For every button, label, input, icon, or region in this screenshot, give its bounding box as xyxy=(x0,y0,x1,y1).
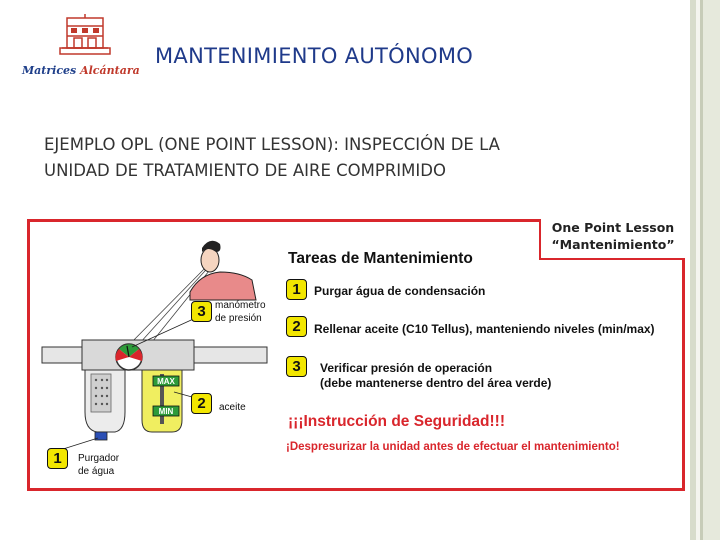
oil-label: aceite xyxy=(219,402,246,413)
task-2-badge: 2 xyxy=(286,316,307,337)
logo-wordmark xyxy=(22,64,152,77)
drain-label-1: Purgador xyxy=(78,453,120,464)
task-3-badge: 3 xyxy=(286,356,307,377)
drain-label-2: de água xyxy=(78,466,115,477)
max-label: MAX xyxy=(157,377,175,386)
air-treatment-unit-diagram xyxy=(30,222,290,488)
manometer-label-2: de presión xyxy=(215,313,262,324)
tasks-title: Tareas de Mantenimiento xyxy=(288,250,473,267)
opl-tag-line-2: “Mantenimiento” xyxy=(551,237,675,252)
drain-valve xyxy=(95,432,107,440)
manometer-badge: 3 xyxy=(191,301,212,322)
logo-word-2: Alcántara xyxy=(80,64,140,77)
logo-word-1: Matrices xyxy=(22,64,77,77)
subtitle-line-1: EJEMPLO OPL (ONE POINT LESSON): INSPECCIÓN DE LA xyxy=(44,135,500,154)
safety-text: ¡Despresurizar la unidad antes de efectuar el mantenimiento! xyxy=(286,441,620,453)
drain-badge: 1 xyxy=(47,448,68,469)
operator-figure xyxy=(190,241,256,300)
task-3-text-2: (debe mantenerse dentro del área verde) xyxy=(320,376,552,390)
task-3-text-1: Verificar presión de operación xyxy=(320,361,493,375)
min-label: MIN xyxy=(158,407,174,416)
slide-title: MANTENIMIENTO AUTÓNOMO xyxy=(155,44,474,68)
subtitle-line-2: UNIDAD DE TRATAMIENTO DE AIRE COMPRIMIDO xyxy=(44,161,446,180)
task-1-badge: 1 xyxy=(286,279,307,300)
safety-title: ¡¡¡Instrucción de Seguridad!!! xyxy=(288,413,505,430)
company-logo xyxy=(22,14,152,84)
opl-tag-line-1: One Point Lesson xyxy=(551,220,675,235)
opl-tag xyxy=(539,219,685,260)
logo-building-icon xyxy=(22,14,152,66)
task-1-text: Purgar água de condensación xyxy=(314,284,486,298)
task-2-text: Rellenar aceite (C10 Tellus), manteniendo niveles (min/max) xyxy=(314,322,655,336)
slide-side-border xyxy=(690,0,720,540)
manometer-label-1: manómetro xyxy=(215,300,266,311)
slide-subtitle xyxy=(44,132,644,184)
oil-badge: 2 xyxy=(191,393,212,414)
